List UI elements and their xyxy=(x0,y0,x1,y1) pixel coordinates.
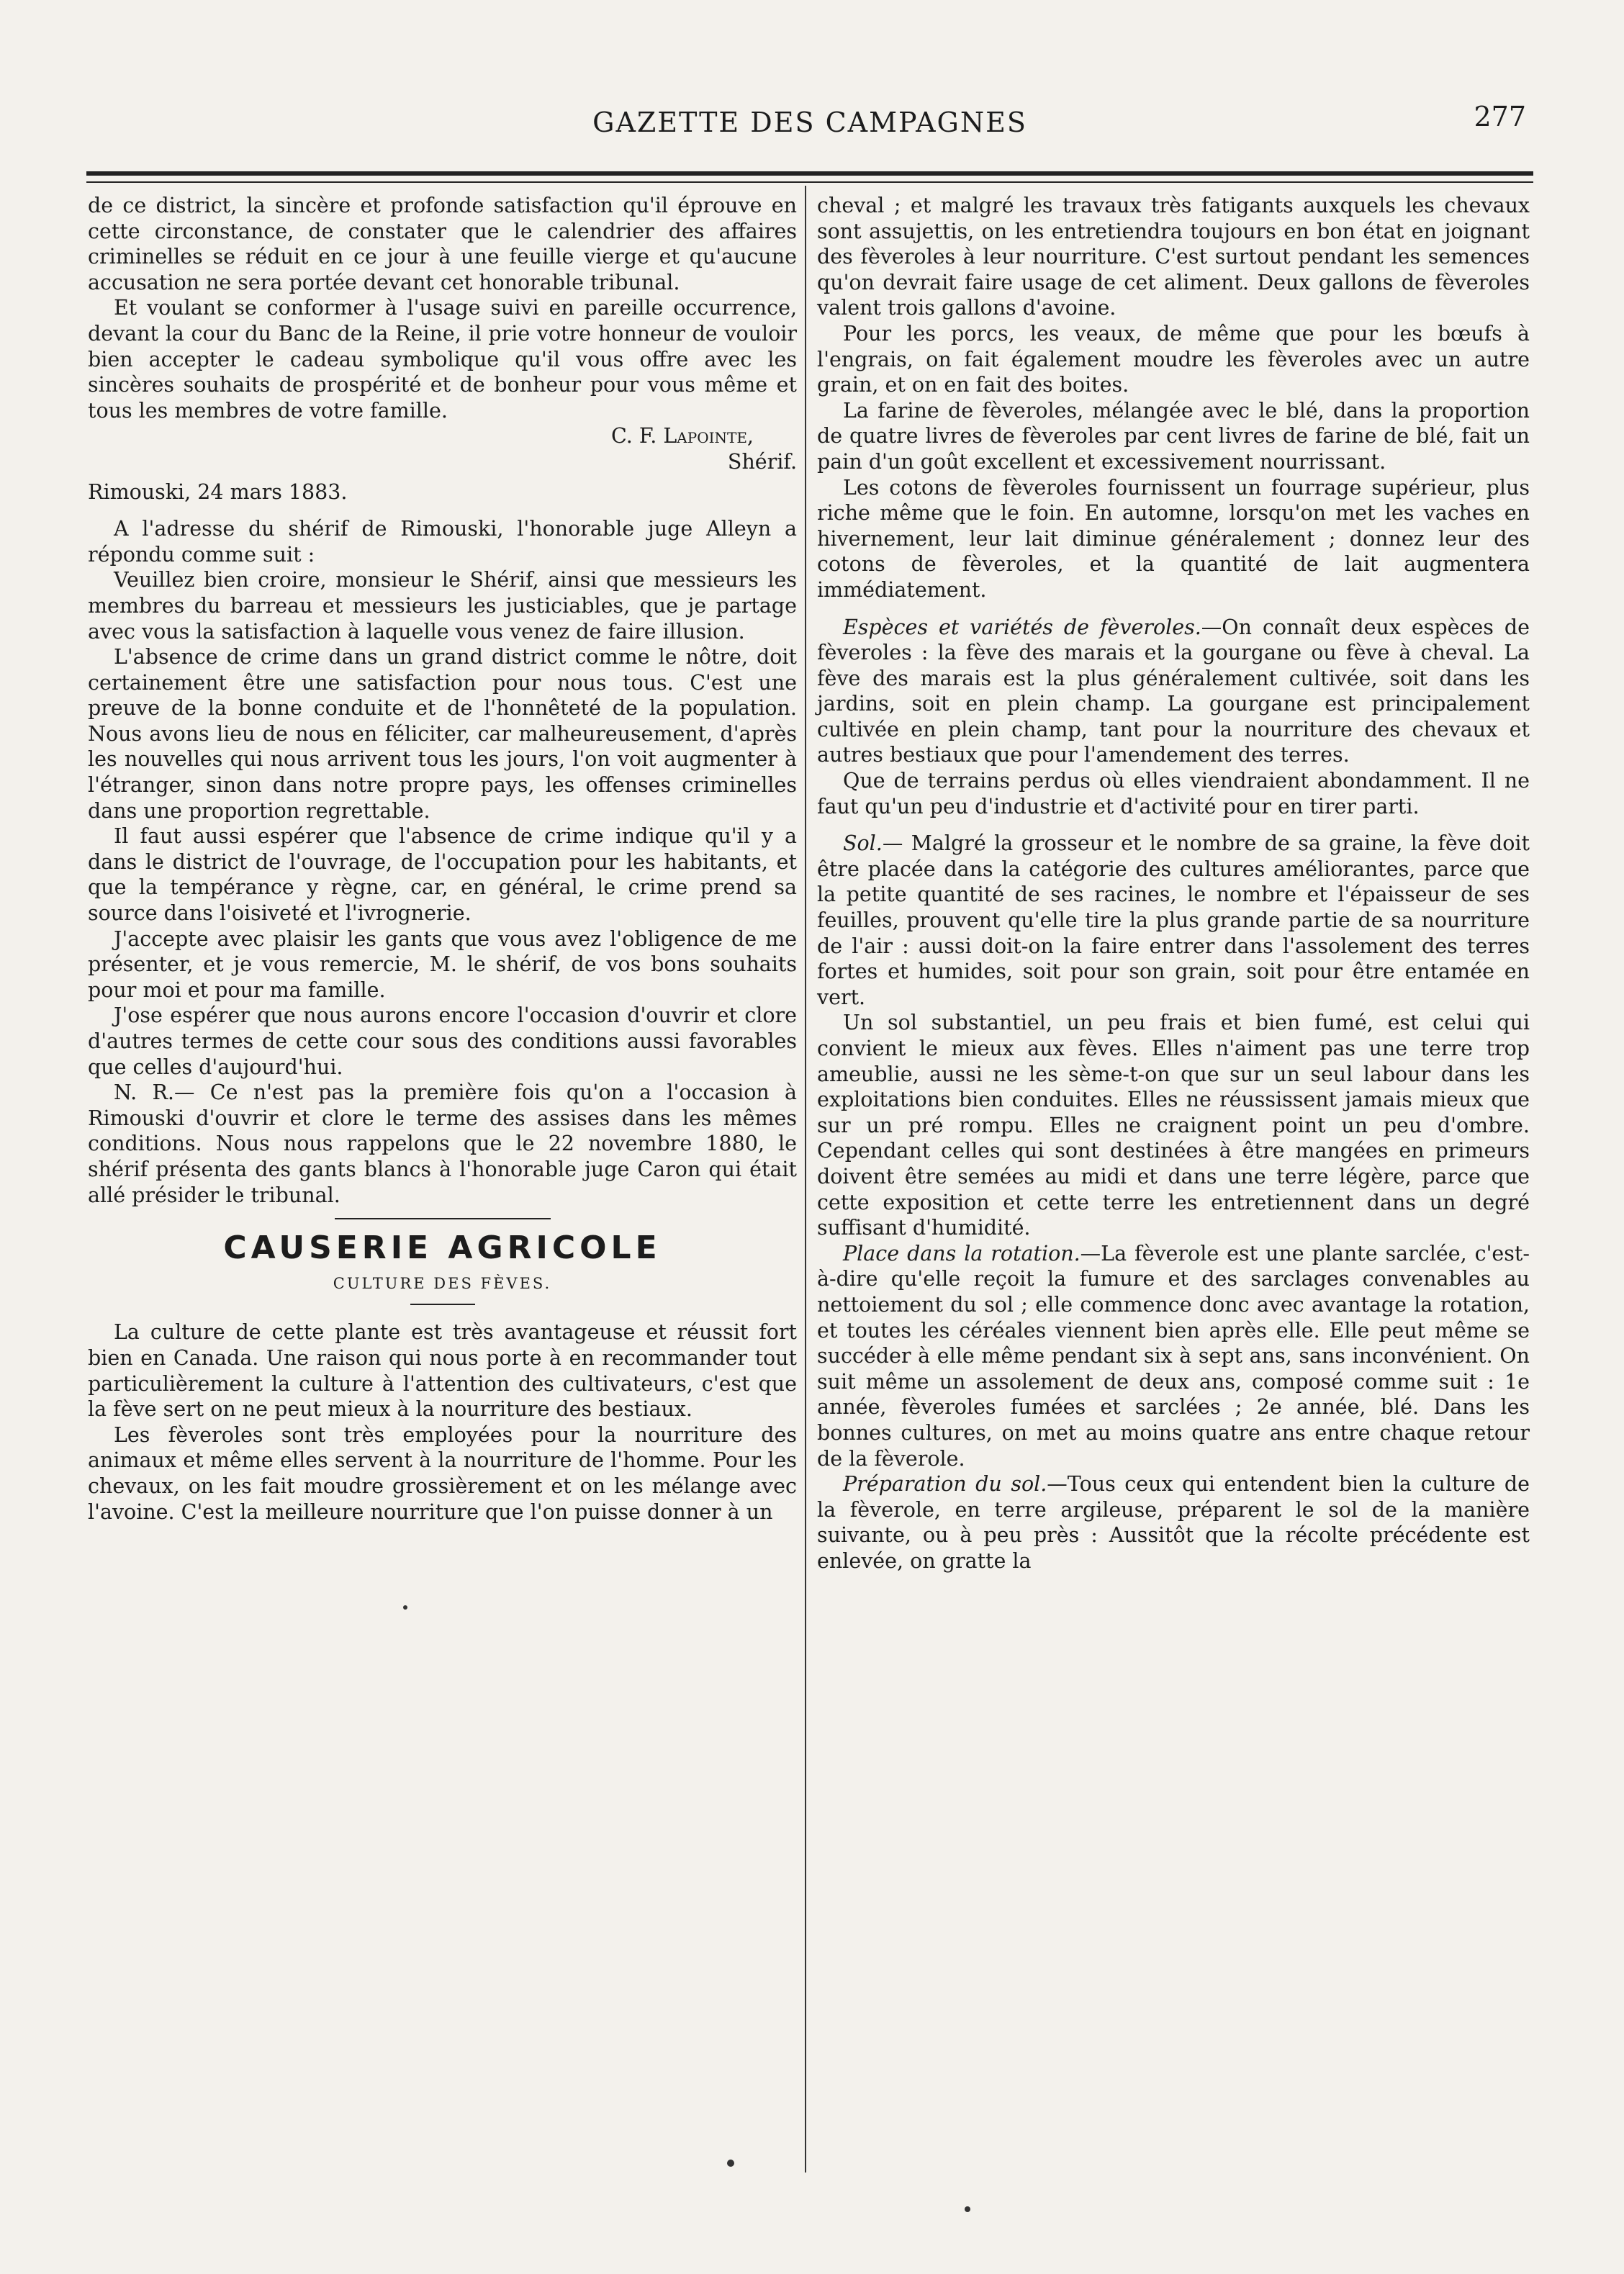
paragraph-heading: Espèces et variétés de fèveroles. xyxy=(843,615,1201,639)
paragraph xyxy=(817,615,1530,769)
paragraph-text: —La fèverole est une plante sarclée, c'est-à-dire qu'elle reçoit la fumure et des sarclages convenables au nettoiement du sol ; elle commence donc avec avantage la rotation, et toutes les céréales viennent bien après elle. Elle peut même se succéder à elle même pendant six à sept ans, sans inconvénient. On suit même un assolement de deux ans, composé comme suit : 1e année, fèveroles fumées et sarclées ; 2e année, blé. Dans les bonnes cultures, on met au moins quatre ans entre chaque retour de la fèverole. xyxy=(817,1241,1530,1471)
right-column xyxy=(817,193,1530,1574)
paragraph xyxy=(817,1471,1530,1574)
paragraph xyxy=(817,831,1530,1010)
paragraph: Pour les porcs, les veaux, de même que pour les bœufs à l'engrais, on fait également moudre les fèveroles avec un autre grain, et on en fait des boites. xyxy=(817,321,1530,397)
paragraph-text: —On connaît deux espèces de fèveroles : la fève des marais et la gourgane ou fève à cheval. La fève des marais est la plus généralement cultivée, soit dans les jardins, soit en plein champ. La gourgane est principalement cultivée en plein champ, tant pour la nourriture des chevaux et autres bestiaux que pour l'amendement des terres. xyxy=(817,615,1530,767)
paragraph: Un sol substantiel, un peu frais et bien fumé, est celui qui convient le mieux aux fèves. Elles n'aiment pas une terre trop ameublie, aussi ne les sème-t-on que sur un seul labour dans les exploitations bien conduites. Elles ne réussissent jamais mieux que sur un pré rompu. Elles ne craignent point un peu d'ombre. Cependant celles qui sont destinées à être mangées en primeurs doivent être semées au midi et dans une terre légère, parce que cette exposition et cette terre les entretiennent dans un degré suffisant d'humidité. xyxy=(817,1011,1530,1240)
paragraph: La culture de cette plante est très avantageuse et réussit fort bien en Canada. Une raison qui nous porte à en recommander tout particulièrement la culture à l'attention des cultivateurs, c'est que la fève sert on ne peut mieux à la nourriture des bestiaux. xyxy=(88,1320,797,1422)
paragraph: J'ose espérer que nous aurons encore l'occasion d'ouvrir et clore d'autres termes de cette cour sous des conditions aussi favorables que celles d'aujourd'hui. xyxy=(88,1003,797,1079)
paragraph-heading: Place dans la rotation. xyxy=(843,1241,1081,1265)
dateline: Rimouski, 24 mars 1883. xyxy=(88,479,348,504)
paragraph: Et voulant se conformer à l'usage suivi en pareille occurrence, devant la cour du Banc de la Reine, il prie votre honneur de vouloir bien accepter le cadeau symbolique qu'il vous offre avec les sincères souhaits de prospérité et de bonheur pour vous même et tous les membres de votre famille. xyxy=(88,296,797,423)
section-subtitle: CULTURE DES FÈVES. xyxy=(333,1274,552,1292)
page-header xyxy=(86,101,1533,144)
paragraph: J'accepte avec plaisir les gants que vous avez l'obligence de me présenter, et je vous remercie, M. le shérif, de vos bons souhaits pour moi et pour ma famille. xyxy=(88,926,797,1002)
paragraph-heading: Sol. xyxy=(843,831,883,856)
paragraph: A l'adresse du shérif de Rimouski, l'honorable juge Alleyn a répondu comme suit : xyxy=(88,517,797,567)
section-rule xyxy=(335,1218,551,1219)
publication-title: GAZETTE DES CAMPAGNES xyxy=(592,107,1027,138)
header-rule-thin xyxy=(86,181,1533,183)
signature-role: Shérif. xyxy=(727,449,797,474)
paragraph xyxy=(817,1241,1530,1471)
paragraph: Les fèveroles sont très employées pour la nourriture des animaux et même elles servent à la nourriture de l'homme. Pour les chevaux, on les fait moudre grossièrement et on les mélange avec l'avoine. C'est la meilleure nourriture que l'on puisse donner à un xyxy=(88,1422,797,1524)
column-separator xyxy=(805,186,806,2173)
paragraph-text: — Malgré la grosseur et le nombre de sa graine, la fève doit être placée dans la catégorie des cultures améliorantes, parce que la petite quantité de ses racines, le nombre et l'épaisseur de ses feuilles, prouvent qu'elle tire la plus grande partie de sa nourriture de l'air : aussi doit-on la faire entrer dans l'assolement des terres fortes et humides, soit pour son grain, soit pour être entamée en vert. xyxy=(817,831,1530,1009)
paragraph: cheval ; et malgré les travaux très fatigants auxquels les chevaux sont assujettis, on les entretiendra toujours en bon état en joignant des fèveroles à leur nourriture. C'est surtout pendant les semences qu'on devrait faire usage de cet aliment. Deux gallons de fèveroles valent trois gallons d'avoine. xyxy=(817,194,1530,320)
header-rule-thick xyxy=(86,171,1533,176)
paragraph: L'absence de crime dans un grand district comme le nôtre, doit certainement être une satisfaction pour nous tous. C'est une preuve de la bonne conduite et de l'honnêteté de la population. Nous avons lieu de nous en féliciter, car malheureusement, d'après les nouvelles qui nous arrivent tous les jours, l'on voit augmenter à l'étranger, sinon dans notre propre pays, les offenses criminelles dans une proportion regrettable. xyxy=(88,645,797,823)
paragraph: de ce district, la sincère et profonde satisfaction qu'il éprouve en cette circonstance, de constater que le calendrier des affaires criminelles se réduit en ce jour à une feuille vierge et qu'aucune accusation ne sera portée devant cet honorable tribunal. xyxy=(88,194,797,294)
left-column xyxy=(88,193,797,1525)
ink-speck xyxy=(403,1605,407,1610)
paragraph-text: —Tous ceux qui entendent bien la culture de la fèverole, en terre argileuse, préparent le sol de la manière suivante, ou à peu près : Aussitôt que la récolte précédente est enlevée, on gratte la xyxy=(817,1472,1530,1573)
signature-name: C. F. Lapointe, xyxy=(611,424,754,448)
subtitle-rule xyxy=(410,1304,475,1305)
section-title: CAUSERIE AGRICOLE xyxy=(223,1230,662,1267)
paragraph: Veuillez bien croire, monsieur le Shérif, ainsi que messieurs les membres du barreau et messieurs les justiciables, que je partage avec vous la satisfaction à laquelle vous venez de faire illusion. xyxy=(88,568,797,644)
paragraph: La farine de fèveroles, mélangée avec le blé, dans la proportion de quatre livres de fèveroles par cent livres de farine de blé, fait un pain d'un goût excellent et excessivement nourrissant. xyxy=(817,398,1530,474)
paragraph-heading: Préparation du sol. xyxy=(843,1472,1047,1497)
paragraph: Les cotons de fèveroles fournissent un fourrage supérieur, plus riche même que le foin. En automne, lorsqu'on met les vaches en hivernement, leur lait diminue généralement ; donnez leur des cotons de fèveroles, et la quantité de lait augmentera immédiatement. xyxy=(817,475,1530,602)
ink-speck xyxy=(727,2160,734,2167)
paragraph: N. R.— Ce n'est pas la première fois qu'on a l'occasion à Rimouski d'ouvrir et clore le terme des assises dans les mêmes conditions. Nous nous rappelons que le 22 novembre 1880, le shérif présenta des gants blancs à l'honorable juge Caron qui était allé présider le tribunal. xyxy=(88,1080,797,1207)
ink-speck xyxy=(965,2206,970,2212)
paragraph: Que de terrains perdus où elles viendraient abondamment. Il ne faut qu'un peu d'industrie et d'activité pour en tirer parti. xyxy=(817,769,1530,818)
page-number: 277 xyxy=(1474,101,1526,132)
paragraph: Il faut aussi espérer que l'absence de crime indique qu'il y a dans le district de l'ouvrage, de l'occupation pour les habitants, et que la tempérance y règne, car, en général, le crime prend sa source dans l'oisiveté et l'ivrognerie. xyxy=(88,824,797,926)
